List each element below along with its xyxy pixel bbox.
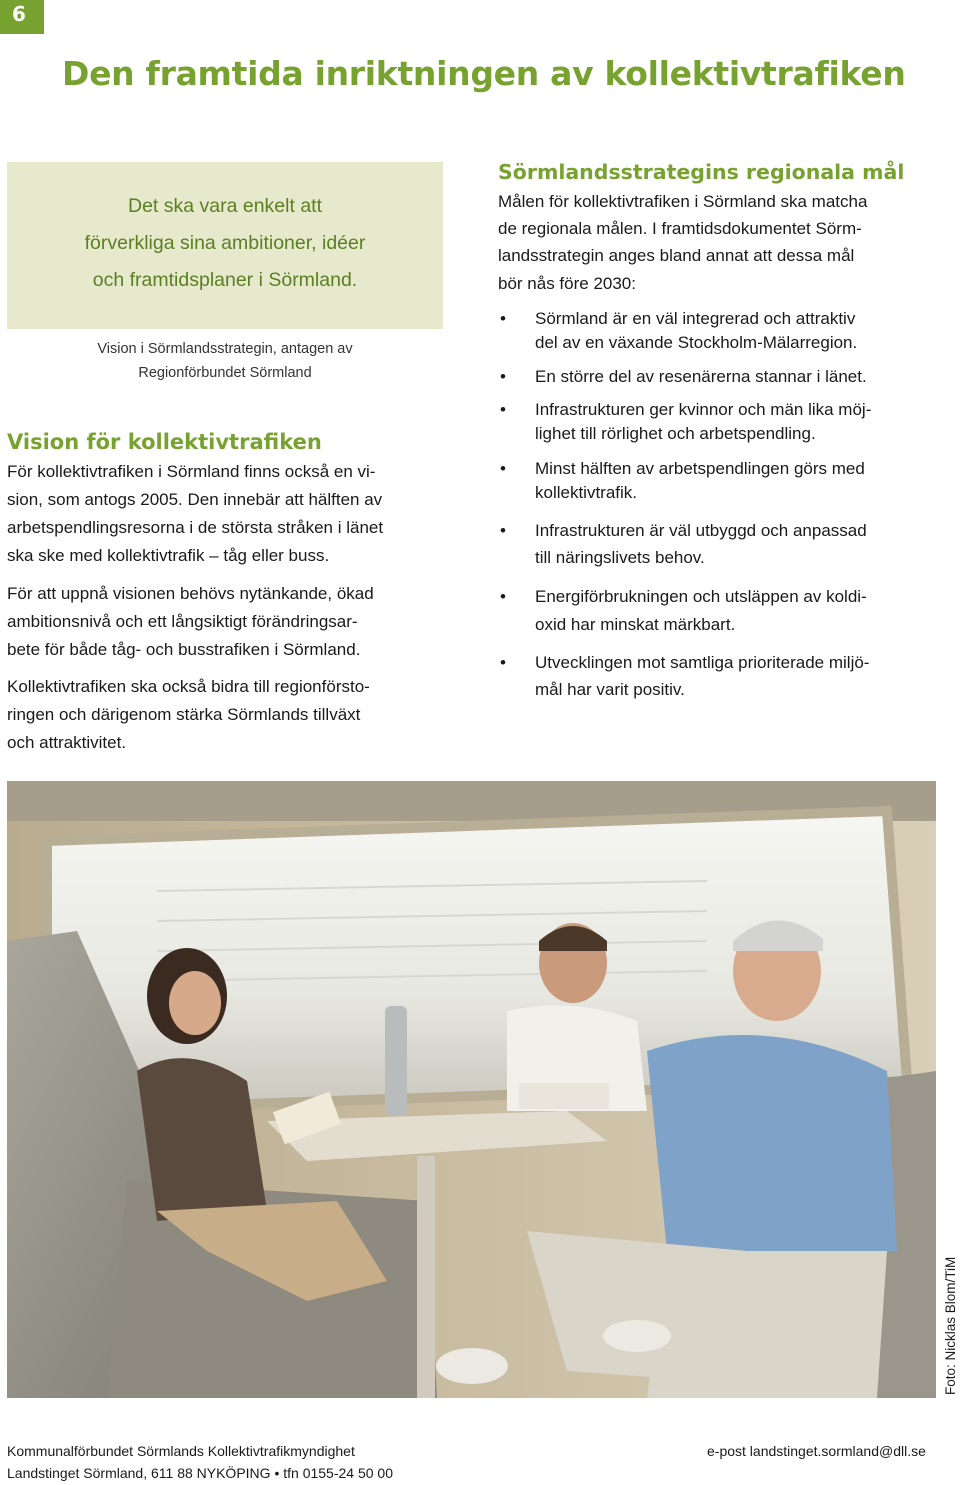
bullet-marker: • [500, 459, 506, 478]
bullet-marker: • [500, 400, 506, 419]
bullet-marker: • [500, 309, 506, 328]
goal-line: Utvecklingen mot samtliga prioriterade miljö- [535, 653, 870, 672]
text-line: landsstrategin anges bland annat att dessa mål [498, 246, 855, 265]
text-line: sion, som antogs 2005. Den innebär att hälften av [7, 490, 383, 509]
vision-quote-box [7, 162, 443, 329]
text-line: de regionala målen. I framtidsdokumentet Sörm- [498, 219, 862, 238]
footer-organization: Kommunalförbundet Sörmlands Kollektivtrafikmyndighet [7, 1443, 355, 1459]
goal-line: Infrastrukturen ger kvinnor och män lika möj- [535, 400, 872, 419]
train-passengers-photo [7, 781, 936, 1398]
bullet-marker: • [500, 521, 506, 540]
page-number-badge [0, 0, 44, 34]
text-line: ska ske med kollektivtrafik – tåg eller buss. [7, 546, 330, 565]
footer-email: e-post landstinget.sormland@dll.se [707, 1443, 926, 1459]
goal-line: Infrastrukturen är väl utbyggd och anpassad [535, 521, 867, 540]
quote-line: och framtidsplaner i Sörmland. [92, 269, 358, 291]
quote-line: förverkliga sina ambitioner, idéer [84, 232, 366, 254]
quote-line: Det ska vara enkelt att [127, 195, 322, 217]
text-line: bör nås före 2030: [498, 274, 636, 293]
footer-address: Landstinget Sörmland, 611 88 NYKÖPING • tfn 0155-24 50 00 [7, 1465, 393, 1481]
text-line: För att uppnå visionen behövs nytänkande, ökad [7, 584, 374, 603]
text-line: arbetspendlingsresorna i de största stråken i länet [7, 518, 384, 537]
vision-heading: Vision för kollektivtrafiken [7, 430, 322, 454]
goal-line: mål har varit positiv. [535, 680, 685, 699]
goal-line: del av en växande Stockholm-Mälarregion. [535, 333, 858, 352]
goal-line: Minst hälften av arbetspendlingen görs med [535, 459, 865, 478]
text-line: För kollektivtrafiken i Sörmland finns också en vi- [7, 462, 376, 481]
goal-line: Sörmland är en väl integrerad och attraktiv [535, 309, 856, 328]
text-line: bete för både tåg- och busstrafiken i Sörmland. [7, 640, 361, 659]
text-line: Kollektivtrafiken ska också bidra till regionförsto- [7, 677, 370, 696]
goal-line: lighet till rörlighet och arbetspendling. [535, 424, 816, 443]
goal-line: Energiförbrukningen och utsläppen av koldi- [535, 587, 867, 606]
goal-line: kollektivtrafik. [535, 483, 638, 502]
bullet-marker: • [500, 587, 506, 606]
quote-caption: Vision i Sörmlandsstrategin, antagen av [97, 341, 353, 357]
goal-line: En större del av resenärerna stannar i länet. [535, 367, 867, 386]
quote-caption: Regionförbundet Sörmland [138, 365, 312, 381]
bullet-marker: • [500, 653, 506, 672]
regional-goals-heading: Sörmlandsstrategins regionala mål [498, 160, 905, 184]
page-number: 6 [12, 2, 26, 26]
goal-line: oxid har minskat märkbart. [535, 615, 736, 634]
page-title: Den framtida inriktningen av kollektivtrafiken [62, 54, 906, 93]
text-line: Målen för kollektivtrafiken i Sörmland ska matcha [498, 192, 868, 211]
text-line: ringen och därigenom stärka Sörmlands tillväxt [7, 705, 361, 724]
goal-line: till näringslivets behov. [535, 548, 705, 567]
bullet-marker: • [500, 367, 506, 386]
photo-credit: Foto: Nicklas Blom/TiM [943, 1256, 958, 1395]
text-line: ambitionsnivå och ett långsiktigt förändringsar- [7, 612, 358, 631]
text-line: och attraktivitet. [7, 733, 127, 752]
